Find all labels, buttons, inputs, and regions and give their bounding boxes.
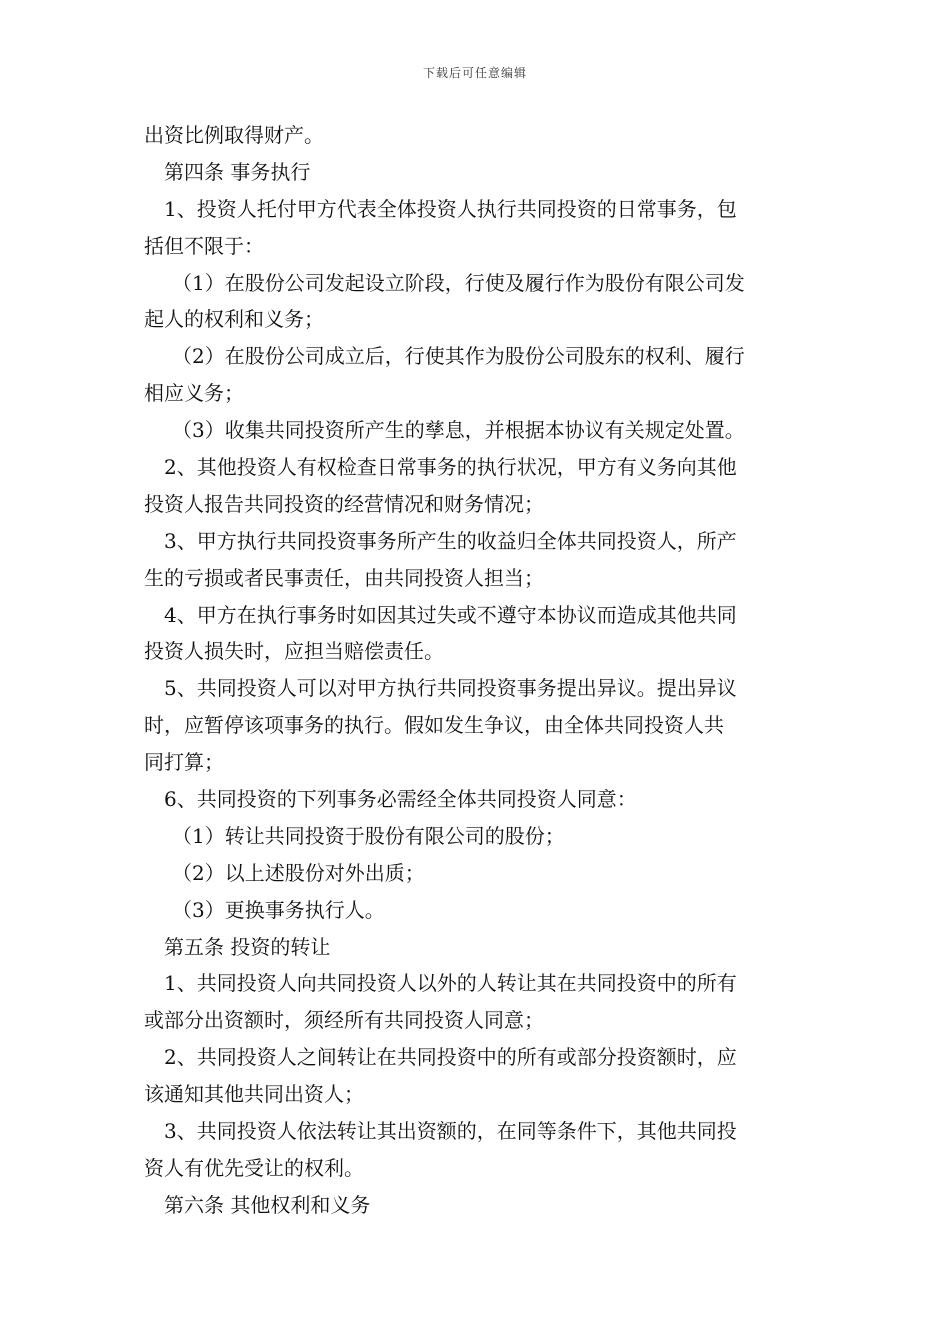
text-line: （1）转让共同投资于股份有限公司的股份；	[172, 823, 565, 848]
text-line: 该通知其他共同出资人；	[144, 1082, 364, 1107]
text-line: 同打算；	[144, 750, 224, 775]
text-line: 资人有优先受让的权利。	[144, 1155, 364, 1180]
text-line: （3）收集共同投资所产生的孳息，并根据本协议有关规定处置。	[172, 418, 745, 443]
section-heading: 第六条 其他权利和义务	[164, 1192, 371, 1217]
text-line: 2、其他投资人有权检查日常事务的执行状况，甲方有义务向其他	[164, 455, 737, 480]
text-line: 生的亏损或者民事责任，由共同投资人担当；	[144, 565, 544, 590]
text-line: 投资人报告共同投资的经营情况和财务情况；	[144, 491, 544, 516]
page-header: 下载后可任意编辑	[422, 66, 527, 80]
section-heading: 第四条 事务执行	[164, 159, 311, 184]
text-line: 3、甲方执行共同投资事务所产生的收益归全体共同投资人，所产	[164, 528, 737, 553]
text-line: 出资比例取得财产。	[144, 123, 324, 147]
document-body	[144, 117, 808, 1224]
text-line: 4、甲方在执行事务时如因其过失或不遵守本协议而造成其他共同	[164, 602, 737, 627]
text-line: （3）更换事务执行人。	[172, 897, 385, 922]
text-line: 3、共同投资人依法转让其出资额的，在同等条件下，其他共同投	[164, 1119, 737, 1144]
text-line: 6、共同投资的下列事务必需经全体共同投资人同意：	[164, 787, 637, 812]
text-line: 或部分出资额时，须经所有共同投资人同意；	[144, 1008, 544, 1033]
section-heading: 第五条 投资的转让	[164, 934, 331, 959]
text-line: 1、共同投资人向共同投资人以外的人转让其在共同投资中的所有	[164, 971, 737, 996]
text-line: 相应义务；	[144, 381, 244, 406]
text-line: 2、共同投资人之间转让在共同投资中的所有或部分投资额时，应	[164, 1045, 737, 1070]
text-line: （1）在股份公司发起设立阶段，行使及履行作为股份有限公司发	[172, 270, 745, 295]
text-line: 1、投资人托付甲方代表全体投资人执行共同投资的日常事务，包	[164, 196, 737, 221]
text-line: （2）以上述股份对外出质；	[172, 860, 425, 885]
text-line: 时，应暂停该项事务的执行。假如发生争议，由全体共同投资人共	[144, 713, 724, 738]
text-line: 括但不限于：	[144, 233, 264, 258]
text-line: 5、共同投资人可以对甲方执行共同投资事务提出异议。提出异议	[164, 676, 737, 701]
text-line: 投资人损失时，应担当赔偿责任。	[144, 639, 444, 664]
text-line: （2）在股份公司成立后，行使其作为股份公司股东的权利、履行	[172, 344, 745, 369]
text-line: 起人的权利和义务；	[144, 307, 324, 332]
